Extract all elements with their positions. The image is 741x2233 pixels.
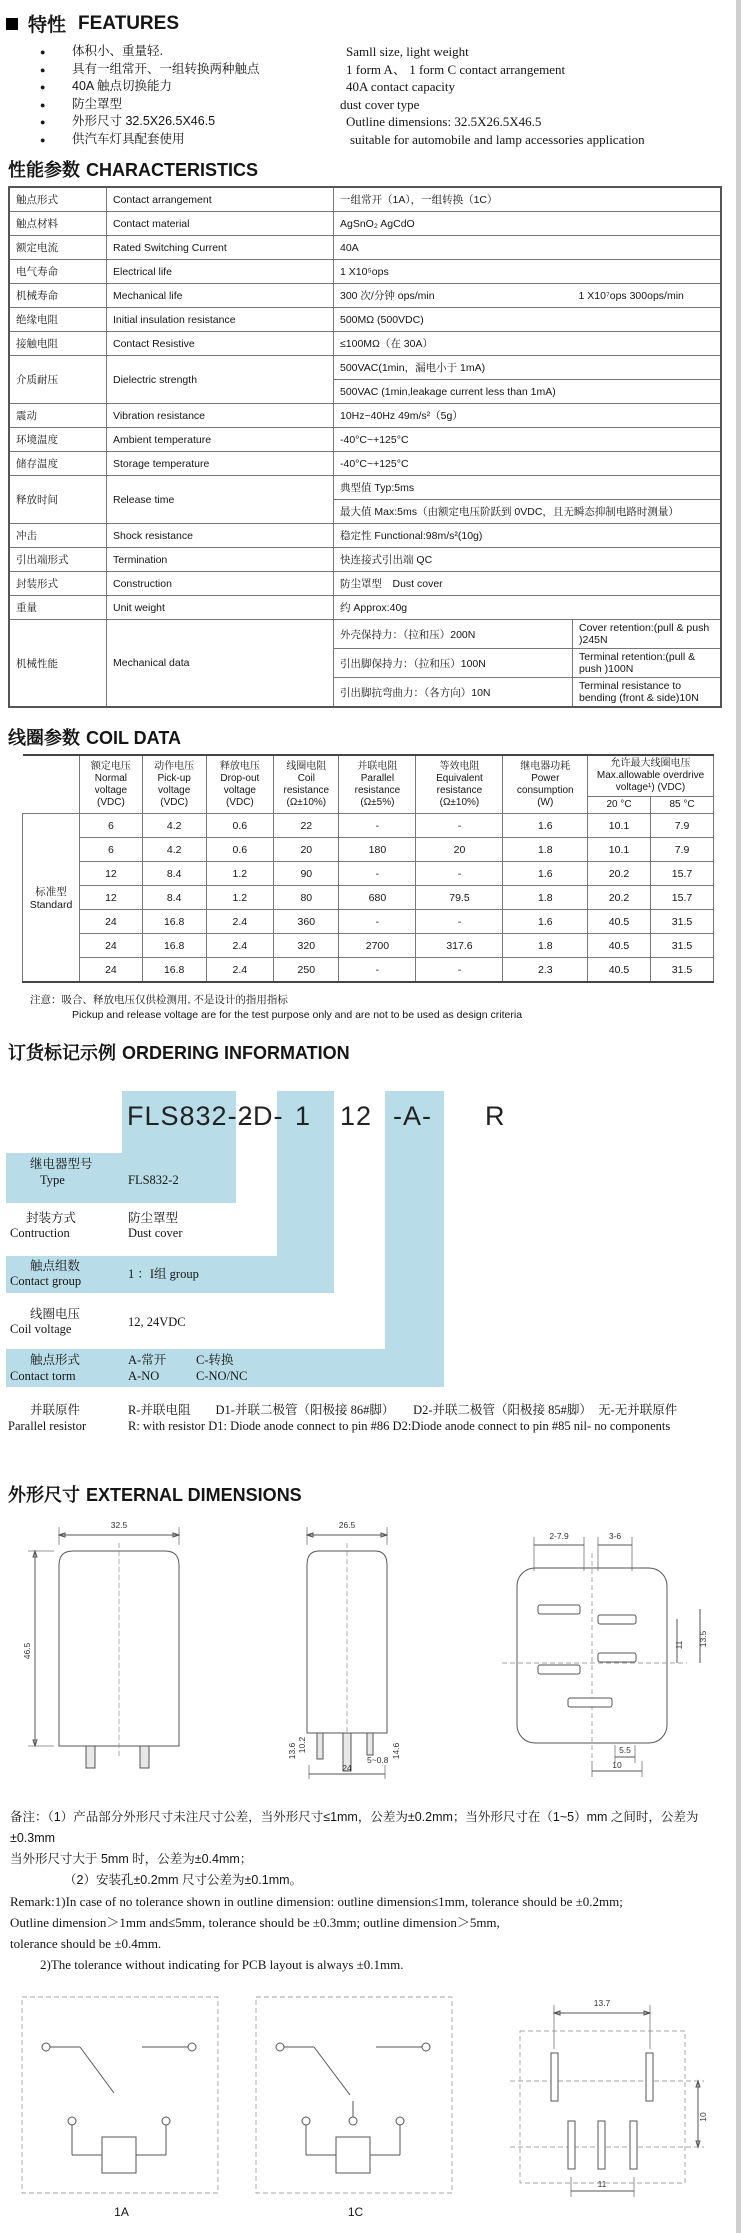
- feature-zh: 40A 触点切换能力: [72, 79, 173, 93]
- dim-side-pin-width: 5~0.8: [366, 1755, 389, 1765]
- dim-front-width: 32.5: [110, 1520, 128, 1530]
- ordering-label-parallel-zh: 并联原件: [30, 1403, 81, 1417]
- features-list: [40, 43, 736, 148]
- coil-cell: 2.4: [206, 958, 274, 983]
- param-value: 防尘罩型 Dust cover: [334, 572, 722, 596]
- coil-cell: 1.6: [503, 814, 588, 838]
- param-value: 稳定性 Functional:98m/s²(10g): [334, 524, 722, 548]
- coil-header: 动作电压 Pick-up voltage (VDC): [142, 755, 206, 814]
- coil-cell: 320: [274, 934, 339, 958]
- param-en: Dielectric strength: [107, 356, 334, 404]
- schematic-1a-label: 1A: [114, 2205, 129, 2219]
- param-value: 1 X10⁷ops 300ops/min: [573, 284, 722, 308]
- coil-cell: 6: [80, 838, 143, 862]
- param-en: Rated Switching Current: [107, 236, 334, 260]
- coil-cell: 0.6: [206, 838, 274, 862]
- feature-zh: 防尘罩型: [72, 96, 123, 111]
- ordering-title: [8, 1039, 736, 1065]
- coil-cell: 1.8: [503, 934, 588, 958]
- coil-cell: 16.8: [142, 958, 206, 983]
- dim-front-height: 46.5: [22, 1642, 32, 1660]
- pcb-layout: [482, 1989, 722, 2219]
- coil-row: [23, 886, 714, 910]
- param-value: 约 Approx:40g: [334, 596, 722, 620]
- dim-side-bottom: 24: [341, 1763, 352, 1773]
- coil-cell: 680: [339, 886, 416, 910]
- coil-cell: 1.8: [503, 838, 588, 862]
- ordering-title-en: ORDERING INFORMATION: [122, 1043, 350, 1063]
- coil-cell: 31.5: [651, 934, 714, 958]
- param-zh: 重量: [9, 596, 107, 620]
- coil-cell: 16.8: [142, 934, 206, 958]
- param-zh: 绝缘电阻: [9, 308, 107, 332]
- dim-pcb-top: 13.7: [593, 1998, 611, 2008]
- coil-cell: 8.4: [142, 862, 206, 886]
- coil-cell: 24: [80, 934, 143, 958]
- param-zh: 机械性能: [9, 620, 107, 708]
- param-zh: 触点形式: [9, 187, 107, 212]
- coil-cell: 24: [80, 958, 143, 983]
- feature-en: Samll size, light weight: [346, 44, 469, 59]
- ordering-value-form-c-en: C-NO/NC: [196, 1369, 248, 1383]
- ordering-label-construction-en: Contruction: [10, 1226, 70, 1240]
- characteristics-title-zh: 性能参数: [8, 160, 80, 180]
- remark-block: [10, 1807, 726, 1975]
- param-en: Unit weight: [107, 596, 334, 620]
- ordering-value-form-a-en: A-NO: [128, 1369, 160, 1383]
- coil-header-row: [23, 755, 714, 797]
- coil-cell: 20: [274, 838, 339, 862]
- coil-cell: 79.5: [416, 886, 503, 910]
- coil-cell: 80: [274, 886, 339, 910]
- coil-cell: 40.5: [588, 910, 651, 934]
- characteristics-title: [8, 156, 736, 182]
- feature-zh: 具有一组常开、一组转换两种触点: [72, 61, 260, 76]
- coil-cell: 2700: [339, 934, 416, 958]
- schematic-diagrams: [14, 1989, 722, 2219]
- dot-bullet-icon: ●: [40, 117, 46, 127]
- coil-row: [23, 910, 714, 934]
- param-en: Storage temperature: [107, 452, 334, 476]
- side-view-drawing: [247, 1513, 452, 1781]
- features-title: [6, 10, 736, 37]
- ordering-code-type: FLS832-2: [127, 1101, 254, 1131]
- coil-cell: 24: [80, 910, 143, 934]
- circuit-1a-drawing: [14, 1989, 229, 2201]
- param-en: Initial insulation resistance: [107, 308, 334, 332]
- table-row: [9, 452, 721, 476]
- coil-title-zh: 线圈参数: [8, 728, 80, 748]
- param-en: Construction: [107, 572, 334, 596]
- ordering-label-type-en: Type: [40, 1173, 65, 1187]
- param-value: 300 次/分钟 ops/min: [334, 284, 573, 308]
- coil-header: 继电器功耗 Power consumption (W): [503, 755, 588, 814]
- ordering-code-parallel: R: [485, 1101, 506, 1131]
- feature-item: [40, 131, 736, 149]
- param-zh: 接触电阻: [9, 332, 107, 356]
- param-value: 10Hz~40Hz 49m/s²（5g）: [334, 404, 722, 428]
- coil-cell: 1.6: [503, 910, 588, 934]
- coil-cell: -: [339, 862, 416, 886]
- highlight-form-column: [385, 1091, 444, 1387]
- schematic-1a: [14, 1989, 229, 2219]
- coil-cell: 40.5: [588, 958, 651, 983]
- param-value: 快连接式引出端 QC: [334, 548, 722, 572]
- coil-cell: 15.7: [651, 862, 714, 886]
- param-en: Contact material: [107, 212, 334, 236]
- param-en: Electrical life: [107, 260, 334, 284]
- table-row: [9, 187, 721, 212]
- circuit-1c-drawing: [248, 1989, 463, 2201]
- feature-item: [40, 96, 736, 114]
- feature-en: Outline dimensions: 32.5X26.5X46.5: [346, 114, 542, 129]
- coil-header: 允许最大线圈电压 Max.allowable overdrive voltage¹) (VDC): [588, 755, 714, 797]
- dimensions-title-zh: 外形尺寸: [8, 1485, 80, 1505]
- remark-zh-3: （2）安装孔±0.2mm 尺寸公差为±0.1mm。: [64, 1873, 303, 1887]
- table-row: [9, 236, 721, 260]
- ordering-label-construction-zh: 封装方式: [26, 1211, 77, 1225]
- param-en: Mechanical data: [107, 620, 334, 708]
- table-row: [9, 596, 721, 620]
- param-zh: 机械寿命: [9, 284, 107, 308]
- ordering-code-form: -A-: [393, 1101, 432, 1131]
- coil-cell: 1.8: [503, 886, 588, 910]
- param-zh: 介质耐压: [9, 356, 107, 404]
- ordering-label-type-zh: 继电器型号: [30, 1157, 93, 1171]
- coil-title: [8, 724, 736, 750]
- table-row: [9, 212, 721, 236]
- table-row: [9, 524, 721, 548]
- table-row: [9, 428, 721, 452]
- table-row: [9, 572, 721, 596]
- dim-bottom-t2: 3-6: [608, 1531, 622, 1541]
- coil-cell: 12: [80, 886, 143, 910]
- coil-cell: 1.6: [503, 862, 588, 886]
- coil-cell: 8.4: [142, 886, 206, 910]
- param-en: Mechanical life: [107, 284, 334, 308]
- remark-zh-1: 备注：（1）产品部分外形尺寸未注尺寸公差，当外形尺寸≤1mm，公差为±0.2mm；当外形尺寸在（1~5）mm 之间时，公差为±0.3mm: [10, 1810, 699, 1845]
- param-en: Release time: [107, 476, 334, 524]
- feature-en: suitable for automobile and lamp accessories application: [350, 131, 645, 147]
- coil-cell: 2.4: [206, 934, 274, 958]
- coil-header: 并联电阻 Parallel resistance (Ω±5%): [339, 755, 416, 814]
- dim-bottom-r2: 13.5: [698, 1630, 708, 1648]
- feature-en: dust cover type: [340, 96, 420, 112]
- ordering-label-group-zh: 触点组数: [30, 1259, 81, 1273]
- param-en: Contact arrangement: [107, 187, 334, 212]
- param-en: Contact Resistive: [107, 332, 334, 356]
- coil-cell: 2.3: [503, 958, 588, 983]
- coil-note: [30, 993, 736, 1023]
- table-row: [9, 260, 721, 284]
- param-value: Terminal resistance to bending (front & side)10N: [573, 678, 722, 708]
- dot-bullet-icon: ●: [40, 64, 46, 75]
- coil-cell: -: [416, 910, 503, 934]
- dim-side-pin2: 10.2: [296, 1736, 307, 1754]
- ordering-label-form-en: Contact torm: [10, 1369, 76, 1383]
- param-zh: 储存温度: [9, 452, 107, 476]
- dim-bottom-b1: 5.5: [619, 1745, 631, 1755]
- param-zh: 环境温度: [9, 428, 107, 452]
- param-value: 500MΩ (500VDC): [334, 308, 722, 332]
- coil-cell: 250: [274, 958, 339, 983]
- characteristics-table: [8, 186, 722, 708]
- ordering-label-voltage-zh: 线圈电压: [30, 1307, 81, 1321]
- feature-zh: 体积小、重量轻.: [72, 44, 163, 58]
- schematic-1c: [248, 1989, 463, 2219]
- ordering-code-group: 1: [295, 1101, 312, 1131]
- feature-item: [40, 43, 736, 61]
- pcb-layout-drawing: [482, 1989, 722, 2201]
- dim-pcb-right: 10: [698, 2112, 708, 2122]
- param-zh: 电气寿命: [9, 260, 107, 284]
- dot-bullet-icon: ●: [40, 134, 46, 145]
- ordering-label-voltage-en: Coil voltage: [10, 1322, 72, 1336]
- param-value: 典型值 Typ:5ms: [334, 476, 722, 500]
- param-value: -40°C~+125°C: [334, 452, 722, 476]
- coil-row: [23, 958, 714, 983]
- coil-cell: 15.7: [651, 886, 714, 910]
- coil-header-empty: [23, 755, 80, 814]
- ordering-value-voltage: 12, 24VDC: [128, 1315, 186, 1329]
- param-value: 1 X10⁵ops: [334, 260, 722, 284]
- coil-header: 85 °C: [651, 797, 714, 814]
- coil-header: 等效电阻 Equivalent resistance (Ω±10%): [416, 755, 503, 814]
- ordering-label-group-en: Contact group: [10, 1274, 82, 1288]
- param-value: 500VAC (1min,leakage current less than 1mA): [334, 380, 722, 404]
- table-row: [9, 476, 721, 500]
- coil-cell: 1.2: [206, 862, 274, 886]
- param-en: Shock resistance: [107, 524, 334, 548]
- remark-en-2: Outline dimension＞1mm and≤5mm, tolerance should be ±0.3mm; outline dimension＞5mm,: [10, 1915, 500, 1930]
- coil-row: [23, 934, 714, 958]
- feature-en: 1 form A、 1 form C contact arrangement: [346, 61, 566, 77]
- coil-cell: 360: [274, 910, 339, 934]
- coil-cell: 16.8: [142, 910, 206, 934]
- remark-en-3: tolerance should be ±0.4mm.: [10, 1936, 162, 1951]
- coil-cell: 40.5: [588, 934, 651, 958]
- coil-note-zh: 注意：吸合、释放电压仅供检测用, 不是设计的指用指标: [30, 994, 288, 1006]
- ordering-label-parallel-en: Parallel resistor: [8, 1419, 87, 1433]
- coil-cell: 31.5: [651, 958, 714, 983]
- ordering-value-parallel-en: R: with resistor D1: Diode anode connect to pin #86 D2:Diode anode connect to pin #85 nil- no components: [128, 1419, 671, 1433]
- coil-row: [23, 814, 714, 838]
- dim-side-width: 26.5: [338, 1520, 355, 1530]
- feature-item: [40, 61, 736, 79]
- table-row: [9, 620, 721, 649]
- coil-cell: 4.2: [142, 838, 206, 862]
- remark-zh-2: 当外形尺寸大于 5mm 时，公差为±0.4mm；: [10, 1852, 253, 1866]
- ordering-value-form-c-zh: C-转换: [196, 1353, 234, 1367]
- param-zh: 震动: [9, 404, 107, 428]
- coil-cell: 2.4: [206, 910, 274, 934]
- ordering-title-zh: 订货标记示例: [8, 1043, 116, 1063]
- dim-side-right: 14.6: [390, 1742, 401, 1760]
- coil-title-en: COIL DATA: [86, 728, 181, 748]
- characteristics-title-en: CHARACTERISTICS: [86, 160, 259, 180]
- coil-cell: -: [339, 814, 416, 838]
- coil-cell: 7.9: [651, 814, 714, 838]
- coil-cell: -: [339, 958, 416, 983]
- feature-zh: 供汽车灯具配套使用: [72, 131, 185, 146]
- feature-en: 40A contact capacity: [346, 79, 456, 94]
- dim-bottom-t1: 2-7.9: [549, 1531, 569, 1541]
- coil-row: [23, 862, 714, 886]
- coil-cell: 10.1: [588, 838, 651, 862]
- remark-en-4: 2)The tolerance without indicating for PCB layout is always ±0.1mm.: [40, 1957, 404, 1972]
- param-value: 引出脚保持力：（拉和压）100N: [334, 649, 573, 678]
- dim-bottom-b2: 10: [612, 1760, 622, 1770]
- ordering-value-parallel-zh: R-并联电阻 D1-并联二极管（阳极接 86#脚） D2-并联二极管（阳极接 85#脚） 无-无并联原件: [128, 1403, 678, 1417]
- param-value: Terminal retention:(pull & push )100N: [573, 649, 722, 678]
- param-zh: 释放时间: [9, 476, 107, 524]
- ordering-value-type: FLS832-2: [128, 1173, 179, 1187]
- coil-cell: 1.2: [206, 886, 274, 910]
- param-value: 500VAC(1min，漏电小于 1mA): [334, 356, 722, 380]
- coil-cell: 4.2: [142, 814, 206, 838]
- front-view-drawing: [14, 1513, 226, 1781]
- coil-cell: 0.6: [206, 814, 274, 838]
- coil-cell: 12: [80, 862, 143, 886]
- schematic-1c-label: 1C: [347, 2205, 364, 2219]
- coil-cell: 31.5: [651, 910, 714, 934]
- table-row: [9, 332, 721, 356]
- coil-cell: 317.6: [416, 934, 503, 958]
- coil-row-label: 标准型 Standard: [23, 814, 80, 983]
- coil-cell: -: [339, 910, 416, 934]
- coil-header: 线圈电阻 Coil resistance (Ω±10%): [274, 755, 339, 814]
- coil-header: 释放电压 Drop-out voltage (VDC): [206, 755, 274, 814]
- table-row: [9, 308, 721, 332]
- features-title-zh: 特性: [28, 15, 67, 36]
- ordering-code-voltage: 12: [340, 1101, 373, 1131]
- param-zh: 引出端形式: [9, 548, 107, 572]
- dim-side-pin1: 13.6: [286, 1742, 297, 1760]
- coil-row: [23, 838, 714, 862]
- param-zh: 封装形式: [9, 572, 107, 596]
- table-row: [9, 356, 721, 380]
- coil-cell: -: [416, 814, 503, 838]
- coil-cell: -: [416, 958, 503, 983]
- table-row: [9, 548, 721, 572]
- remark-en-1: Remark:1)In case of no tolerance shown in outline dimension: outline dimension≤1mm, tolerance should be ±0.2mm;: [10, 1894, 623, 1909]
- ordering-label-form-zh: 触点形式: [30, 1353, 81, 1367]
- feature-item: [40, 113, 736, 131]
- coil-cell: 20.2: [588, 862, 651, 886]
- param-value: 40A: [334, 236, 722, 260]
- param-value: 最大值 Max:5ms（由额定电压阶跃到 0VDC，且无瞬态抑制电路时测量）: [334, 500, 722, 524]
- dim-bottom-r1: 11: [674, 1640, 684, 1650]
- ordering-value-group: 1 ：I组 group: [128, 1267, 199, 1281]
- coil-cell: 10.1: [588, 814, 651, 838]
- coil-note-en: Pickup and release voltage are for the test purpose only and are not to be used as design criteria: [72, 1009, 523, 1021]
- param-en: Vibration resistance: [107, 404, 334, 428]
- table-row: [9, 404, 721, 428]
- coil-cell: 7.9: [651, 838, 714, 862]
- coil-cell: 20: [416, 838, 503, 862]
- dimension-drawings: [14, 1513, 722, 1781]
- param-value: Cover retention:(pull & push )245N: [573, 620, 722, 649]
- coil-cell: 180: [339, 838, 416, 862]
- ordering-diagram: [0, 1073, 736, 1465]
- param-zh: 额定电流: [9, 236, 107, 260]
- param-value: 引出脚抗弯曲力：（各方向）10N: [334, 678, 573, 708]
- ordering-value-construction-en: Dust cover: [128, 1226, 183, 1240]
- dot-bullet-icon: ●: [40, 99, 46, 110]
- param-zh: 触点材料: [9, 212, 107, 236]
- ordering-value-construction-zh: 防尘罩型: [128, 1211, 179, 1225]
- dim-pcb-bottom: 11: [597, 2179, 607, 2189]
- coil-cell: 22: [274, 814, 339, 838]
- param-value: ≤100MΩ（在 30A）: [334, 332, 722, 356]
- ordering-value-form-a-zh: A-常开: [128, 1353, 167, 1367]
- param-en: Termination: [107, 548, 334, 572]
- dimensions-title-en: EXTERNAL DIMENSIONS: [86, 1485, 302, 1505]
- coil-cell: -: [416, 862, 503, 886]
- feature-zh: 外形尺寸 32.5X26.5X46.5: [72, 114, 216, 128]
- coil-cell: 20.2: [588, 886, 651, 910]
- table-row: [9, 284, 721, 308]
- param-value: AgSnO₂ AgCdO: [334, 212, 722, 236]
- coil-cell: 6: [80, 814, 143, 838]
- dot-bullet-icon: ●: [40, 47, 46, 57]
- coil-table: [22, 754, 714, 983]
- param-value: -40°C~+125°C: [334, 428, 722, 452]
- param-value: 一组常开（1A），一组转换（1C）: [334, 187, 722, 212]
- bottom-view-drawing: [472, 1513, 722, 1781]
- square-bullet-icon: [6, 18, 18, 30]
- coil-header: 20 °C: [588, 797, 651, 814]
- param-value: 外壳保持力：（拉和压）200N: [334, 620, 573, 649]
- dot-bullet-icon: ●: [40, 82, 46, 92]
- feature-item: [40, 78, 736, 96]
- coil-cell: 90: [274, 862, 339, 886]
- ordering-code-construction: -D-: [243, 1101, 284, 1131]
- dimensions-title: [8, 1481, 736, 1507]
- coil-header: 额定电压 Normal voltage (VDC): [80, 755, 143, 814]
- features-title-en: FEATURES: [78, 12, 179, 34]
- param-en: Ambient temperature: [107, 428, 334, 452]
- param-zh: 冲击: [9, 524, 107, 548]
